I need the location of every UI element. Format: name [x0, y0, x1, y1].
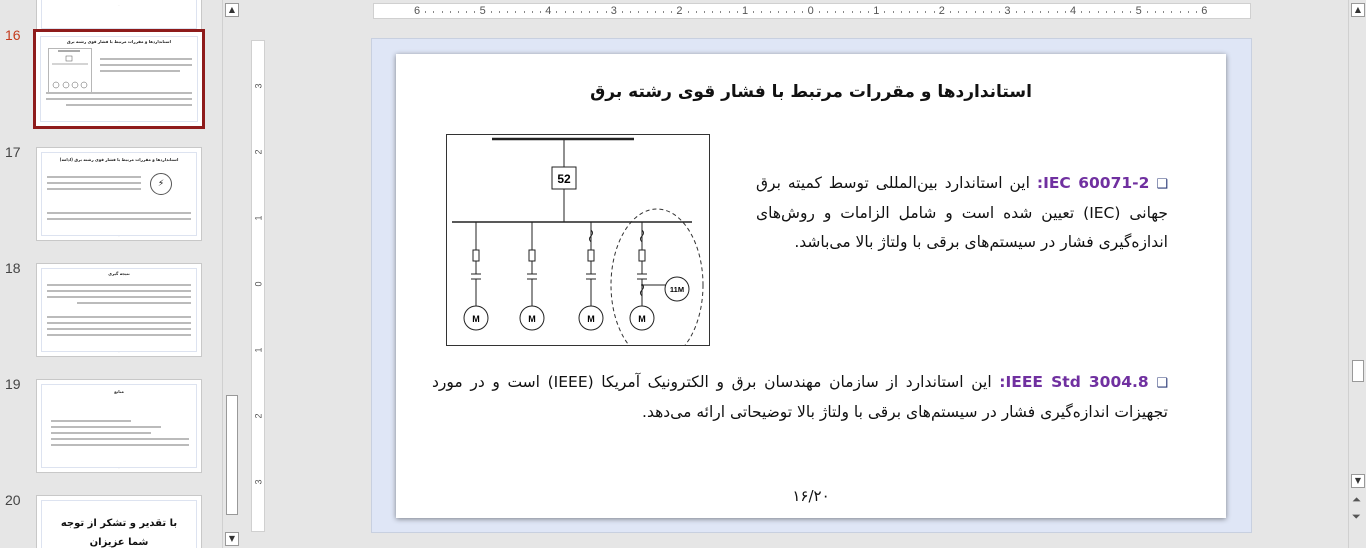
thumbnail-scrollbar[interactable]	[222, 0, 240, 548]
triangle-up-icon[interactable]: ▲	[225, 3, 239, 17]
checkbox-bullet-icon: ❑	[1156, 376, 1168, 391]
ruler-tick-label: 3	[253, 479, 264, 485]
triangle-down-icon[interactable]: ▼	[1351, 474, 1365, 488]
motor-label: M	[638, 314, 646, 324]
double-chevron-up-icon[interactable]: ⏶	[1352, 493, 1361, 506]
slide-thumbnail-15[interactable]: ·	[36, 0, 202, 34]
ruler-tick-label: 2	[253, 149, 264, 155]
slide-number-17: 17	[5, 144, 21, 160]
slide-scrollbar[interactable]	[1348, 0, 1366, 548]
standard-name-iec: IEC 60071-2:	[1036, 174, 1150, 192]
fuse-icon	[639, 250, 645, 261]
motor-label: M	[587, 314, 595, 324]
ruler-tick-label: 3	[1004, 5, 1011, 17]
ruler-tick-label: 0	[253, 281, 264, 287]
ruler-tick-label: 2	[253, 413, 264, 419]
slide-scrollbar-thumb[interactable]	[1352, 360, 1364, 382]
ruler-tick-label: 1	[253, 347, 264, 353]
ruler-tick-label: 0	[807, 5, 814, 17]
slide-page-number: ۱۶/۲۰	[792, 487, 830, 505]
triangle-down-icon[interactable]: ▼	[225, 532, 239, 546]
standard-name-ieee: IEEE Std 3004.8:	[999, 373, 1149, 391]
lightning-icon: ⚡	[150, 173, 172, 195]
ruler-tick-label: 4	[545, 5, 552, 17]
slide-thumbnail-18[interactable]: نتیجه گیری ·	[36, 263, 202, 357]
slide-number-19: 19	[5, 376, 21, 392]
standard-desc-iec: این استاندارد بین‌المللی توسط کمیته برق جهانی (IEC) تعیین شده است و شامل الزامات و روش‌های اندازه‌گیری فشار در سیستم‌های برقی با ولتاژ بالا می‌باشد.	[756, 174, 1169, 251]
ruler-tick-label: 5	[479, 5, 486, 17]
double-chevron-down-icon[interactable]: ⏷	[1352, 510, 1361, 523]
fuse-icon	[588, 250, 594, 261]
fuse-icon	[529, 250, 535, 261]
thumb-title-16: استانداردها و مقررات مرتبط با فشار قوی رشته برق	[67, 39, 171, 44]
ruler-tick-label: 5	[1135, 5, 1142, 17]
ruler-tick-label: 1	[253, 215, 264, 221]
ruler-tick-label: 3	[253, 83, 264, 89]
ruler-tick-label: 2	[676, 5, 683, 17]
triangle-up-icon[interactable]: ▲	[1351, 3, 1365, 17]
ruler-tick-label: 6	[414, 5, 421, 17]
slide-number-20: 20	[5, 492, 21, 508]
breaker-52-label: 52	[557, 172, 571, 186]
slide-thumbnail-pane	[0, 0, 222, 548]
standard-desc-ieee: این استاندارد از سازمان مهندسان برق و الکترونیک آمریکا (IEEE) است و در مورد تجهیزات اندازه‌گیری فشار در سیستم‌های برقی با ولتاژ بالا توضیحاتی ارائه می‌دهد.	[432, 373, 1168, 421]
ruler-tick-label: 1	[873, 5, 880, 17]
slide[interactable]	[396, 54, 1226, 518]
slide-thumbnail-19[interactable]: منابع ·	[36, 379, 202, 473]
standard-item-iec[interactable]	[756, 169, 1168, 257]
ruler-tick-label: 4	[1070, 5, 1077, 17]
horizontal-ruler[interactable]	[373, 3, 1251, 19]
thumb-line2-20: شما عزیزان	[89, 537, 149, 548]
ruler-tick-label: 2	[938, 5, 945, 17]
ruler-tick-label: 6	[1201, 5, 1208, 17]
slide-number-18: 18	[5, 260, 21, 276]
fuse-icon	[473, 250, 479, 261]
thumb-diagram	[48, 48, 92, 93]
standard-item-ieee[interactable]	[432, 368, 1168, 427]
thumb-title-17: استانداردها و مقررات مرتبط با فشار قوی رشته برق (ادامه)	[59, 157, 179, 162]
thumb-line1-20: با تقدیر و تشکر از توجه	[60, 518, 178, 529]
ruler-tick-label: 3	[610, 5, 617, 17]
ruler-tick-label: 1	[742, 5, 749, 17]
thumbnail-scrollbar-thumb[interactable]	[226, 395, 238, 515]
thumb-title-18: نتیجه گیری	[108, 271, 130, 276]
checkbox-bullet-icon: ❑	[1156, 177, 1168, 192]
slide-thumbnail-16[interactable]: استانداردها و مقررات مرتبط با فشار قوی رشته برق ·	[33, 29, 205, 129]
slide-number-16: 16	[5, 27, 21, 43]
single-line-diagram[interactable]	[446, 134, 710, 346]
slide-title[interactable]: استانداردها و مقررات مرتبط با فشار قوی رشته برق	[590, 82, 1032, 102]
motor-label: M	[472, 314, 480, 324]
vertical-ruler[interactable]	[251, 40, 265, 532]
thumb-title-19: منابع	[114, 389, 124, 394]
slide-thumbnail-20[interactable]	[36, 495, 202, 548]
relay-11m-label: 11M	[669, 285, 685, 294]
slide-thumbnail-17[interactable]: استانداردها و مقررات مرتبط با فشار قوی رشته برق (ادامه) ⚡ ·	[36, 147, 202, 241]
motor-label: M	[528, 314, 536, 324]
